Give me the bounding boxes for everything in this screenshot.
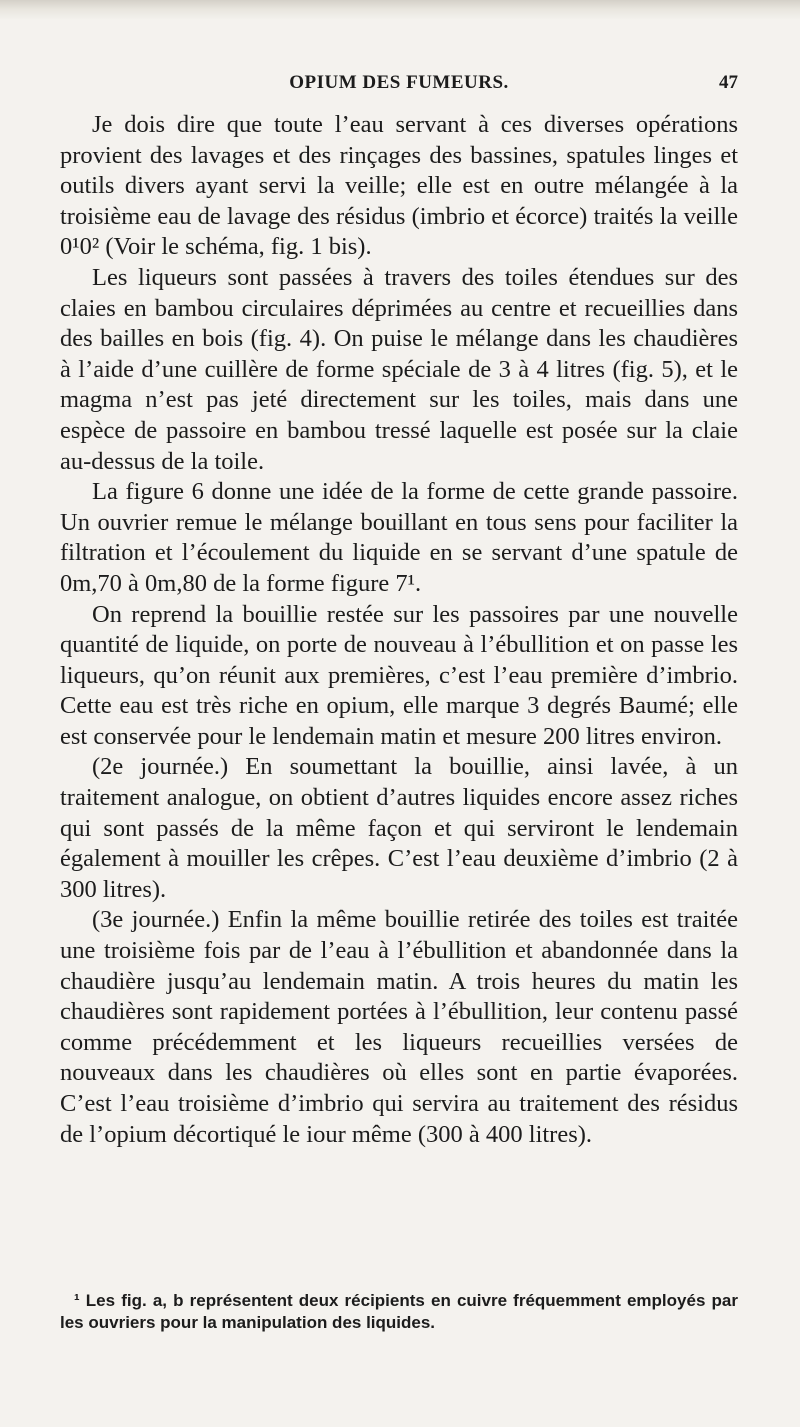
page-header <box>60 72 738 98</box>
paragraph-1: Je dois dire que toute l’eau servant à ces diverses opérations provient des lavages et des rinçages des bassines, spatules linges et outils divers ayant servi la veille; elle est en outre mélangée à la troisième eau de lavage des résidus (imbrio et écorce) traités la veille 0¹0² (Voir le schéma, fig. 1 bis). <box>60 111 738 261</box>
paragraph-3: La figure 6 donne une idée de la forme de cette grande passoire. Un ouvrier remue le mélange bouillant en tous sens pour faciliter la filtration et l’écoulement du liquide en se servant d’une spatule de 0m,70 à 0m,80 de la forme figure 7¹. <box>60 478 738 597</box>
paragraph-2: Les liqueurs sont passées à travers des toiles étendues sur des claies en bambou circulaires déprimées au centre et recueillies dans des bailles en bois (fig. 4). On puise le mélange dans les chaudières à l’aide d’une cuillère de forme spéciale de 3 à 4 litres (fig. 5), et le magma n’est pas jeté directement sur les toiles, mais dans une espèce de passoire en bambou tressé laquelle est posée sur la claie au-dessus de la toile. <box>60 263 738 475</box>
paragraph-6: (3e journée.) Enfin la même bouillie retirée des toiles est traitée une troisième fois par de l’eau à l’ébullition et abandonnée dans la chaudière jusqu’au lendemain matin. A trois heures du matin les chaudières sont rapidement portées à l’ébullition, leur contenu passé comme précédemment et les liqueurs recueillies versées de nouveaux dans les chaudières où elles sont en partie évaporées. C’est l’eau troisième d’imbrio qui servira au traitement des résidus de l’opium décortiqué le iour même (300 à 400 litres). <box>60 906 738 1148</box>
page-top-edge <box>0 0 800 20</box>
running-title: OPIUM DES FUMEURS. <box>289 72 509 93</box>
paragraph-4: On reprend la bouillie restée sur les passoires par une nouvelle quantité de liquide, on porte de nouveau à l’ébullition et on passe les liqueurs, qu’on réunit aux premières, c’est l’eau première d’imbrio. Cette eau est très riche en opium, elle marque 3 degrés Baumé; elle est conservée pour le lendemain matin et mesure 200 litres environ. <box>60 600 738 750</box>
body-text <box>60 110 738 1150</box>
footnote: ¹ Les fig. a, b représentent deux récipients en cuivre fréquemment employés par les ouvriers pour la manipulation des liquides. <box>60 1291 738 1332</box>
page-number: 47 <box>719 72 738 93</box>
paragraph-5: (2e journée.) En soumettant la bouillie, ainsi lavée, à un traitement analogue, on obtient d’autres liquides encore assez riches qui sont passés de la même façon et qui serviront le lendemain également à mouiller les crêpes. C’est l’eau deuxième d’imbrio (2 à 300 litres). <box>60 753 738 903</box>
